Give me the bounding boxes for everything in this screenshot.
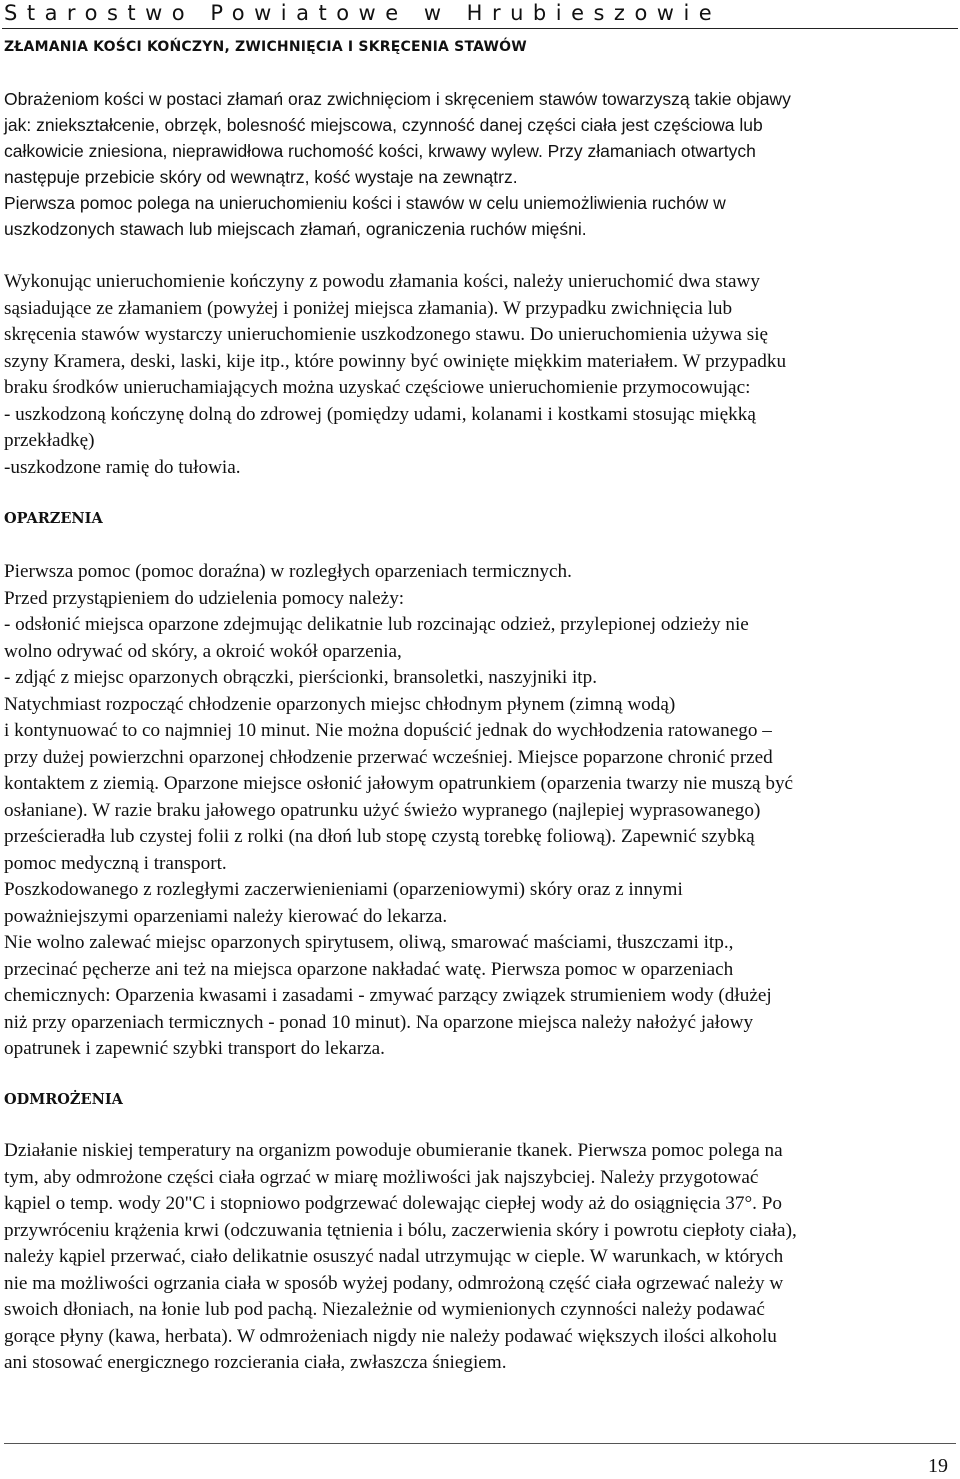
- text-line: -uszkodzone ramię do tułowia.: [4, 456, 241, 478]
- fractures-para-1: [4, 86, 956, 242]
- text-line: szyny Kramera, deski, laski, kije itp., które powinny być owinięte miękkim materiałem. W przypadku: [4, 350, 787, 372]
- text-line: Poszkodowanego z rozległymi zaczerwienieniami (oparzeniowymi) skóry oraz z innymi: [4, 879, 683, 900]
- text-line: Pierwsza pomoc polega na unieruchomieniu kości i stawów w celu uniemożliwienia ruchów w: [4, 193, 726, 213]
- text-line: wolno odrywać od skóry, a okroić wokół oparzenia,: [4, 640, 402, 662]
- text-line: Natychmiast rozpocząć chłodzenie oparzonych miejsc chłodnym płynem (zimną wodą): [4, 693, 676, 715]
- text-line: swoich dłoniach, na łonie lub pod pachą. Niezależnie od wymienionych czynności należy podawać: [4, 1299, 765, 1320]
- text-line: uszkodzonych stawach lub miejscach złamań, ograniczenia ruchów mięśni.: [4, 219, 587, 239]
- text-line: jak: zniekształcenie, obrzęk, bolesność miejscowa, czynność danej części ciała jest częściowa lub: [4, 115, 763, 135]
- text-line: kontaktem z ziemią. Oparzone miejsce osłonić jałowym opatrunkiem (oparzenia twarzy nie muszą być: [4, 773, 794, 794]
- text-line: prześcieradła lub czystej folii z rolki (na dłoń lub stopę czystą torebkę foliową). Zapewnić szybką: [4, 826, 755, 847]
- text-line: przecinać pęcherze ani też na miejsca oparzone nakładać watę. Pierwsza pomoc w oparzeniach: [4, 958, 734, 980]
- text-line: - zdjąć z miejsc oparzonych obrączki, pierścionki, bransoletki, naszyjniki itp.: [4, 667, 598, 688]
- text-line: chemicznych: Oparzenia kwasami i zasadami - zmywać parzący związek strumieniem wody (dłużej: [4, 985, 772, 1006]
- text-line: poważniejszymi oparzeniami należy kierować do lekarza.: [4, 905, 448, 927]
- page-header: Starostwo Powiatowe w Hrubieszowie: [4, 1, 722, 25]
- text-line: skręcenia stawów wystarczy unieruchomienie uszkodzonego stawu. Do unieruchomienia używa się: [4, 324, 769, 345]
- text-line: tym, aby odmrożone części ciała ogrzać w miarę możliwości jak najszybciej. Należy przygotować: [4, 1166, 759, 1188]
- fractures-para-2: [4, 269, 956, 481]
- text-line: Przed przystąpieniem do udzielenia pomocy należy:: [4, 587, 405, 609]
- text-line: przekładkę): [4, 430, 95, 451]
- text-line: Obrażeniom kości w postaci złamań oraz zwichnięciom i skręceniem stawów towarzyszą takie objawy: [4, 89, 791, 109]
- burns-para: [4, 559, 956, 1063]
- text-line: niż przy oparzeniach termicznych - ponad 10 minut). Na oparzone miejsca należy nałożyć jałowy: [4, 1011, 754, 1033]
- section-heading-fractures: ZŁAMANIA KOŚCI KOŃCZYN, ZWICHNIĘCIA I SKRĘCENIA STAWÓW: [4, 39, 527, 55]
- frostbite-para: [4, 1138, 956, 1377]
- section-heading-frostbite: ODMROŻENIA: [4, 1091, 123, 1108]
- text-line: osłaniane). W razie braku jałowego opatrunku użyć świeżo wypranego (najlepiej wyprasowanego): [4, 799, 761, 821]
- text-line: przy dużej powierzchni oparzonej chłodzenie przerwać wcześniej. Miejsce poparzone chronić przed: [4, 746, 773, 768]
- text-line: gorące płyny (kawa, herbata). W odmrożeniach nigdy nie należy podawać większych ilości alkoholu: [4, 1325, 777, 1347]
- text-line: i kontynuować to co najmniej 10 minut. Nie można dopuścić jednak do wychłodzenia ratowanego –: [4, 720, 772, 741]
- text-line: - uszkodzoną kończynę dolną do zdrowej (pomiędzy udami, kolanami i kostkami stosując miękką: [4, 403, 756, 425]
- text-line: Nie wolno zalewać miejsc oparzonych spirytusem, oliwą, smarować maściami, tłuszczami itp.,: [4, 932, 734, 953]
- text-line: nie ma możliwości ogrzania ciała w sposób wyżej podany, odmrożoną część ciała ogrzewać należy w: [4, 1272, 784, 1294]
- footer-rule: [4, 1443, 956, 1444]
- text-line: przywróceniu krążenia krwi (odczuwania tętnienia i bólu, zaczerwienia skóry i powrotu ciepłoty ciała),: [4, 1219, 797, 1241]
- text-line: Działanie niskiej temperatury na organizm powoduje obumieranie tkanek. Pierwsza pomoc polega na: [4, 1140, 783, 1161]
- text-line: całkowicie zniesiona, nieprawidłowa ruchomość kości, krwawy wylew. Przy złamaniach otwartych: [4, 141, 756, 161]
- text-line: następuje przebicie skóry od wewnątrz, kość wystaje na zewnątrz.: [4, 167, 518, 187]
- text-line: braku środków unieruchamiających można uzyskać częściowe unieruchomienie przymocowując:: [4, 377, 751, 398]
- text-line: pomoc medyczną i transport.: [4, 852, 227, 874]
- text-line: - odsłonić miejsca oparzone zdejmując delikatnie lub rozcinając odzież, przylepionej odzieży nie: [4, 614, 749, 635]
- header-rule: [2, 28, 958, 29]
- text-line: opatrunek i zapewnić szybki transport do lekarza.: [4, 1038, 385, 1059]
- text-line: Wykonując unieruchomienie kończyny z powodu złamania kości, należy unieruchomić dwa stawy: [4, 271, 760, 292]
- section-heading-burns: OPARZENIA: [4, 510, 103, 527]
- text-line: ani stosować energicznego rozcierania ciała, zwłaszcza śniegiem.: [4, 1352, 507, 1373]
- text-line: sąsiadujące ze złamaniem (powyżej i poniżej miejsca złamania). W przypadku zwichnięcia lub: [4, 297, 733, 319]
- text-line: kąpiel o temp. wody 20"C i stopniowo podgrzewać dolewając ciepłej wody aż do osiągnięcia 37°. Po: [4, 1193, 783, 1214]
- text-line: Pierwsza pomoc (pomoc doraźna) w rozległych oparzeniach termicznych.: [4, 561, 572, 582]
- text-line: należy kąpiel przerwać, ciało delikatnie osuszyć nadal utrzymując w cieple. W warunkach, w których: [4, 1246, 784, 1267]
- page-number: 19: [928, 1455, 948, 1477]
